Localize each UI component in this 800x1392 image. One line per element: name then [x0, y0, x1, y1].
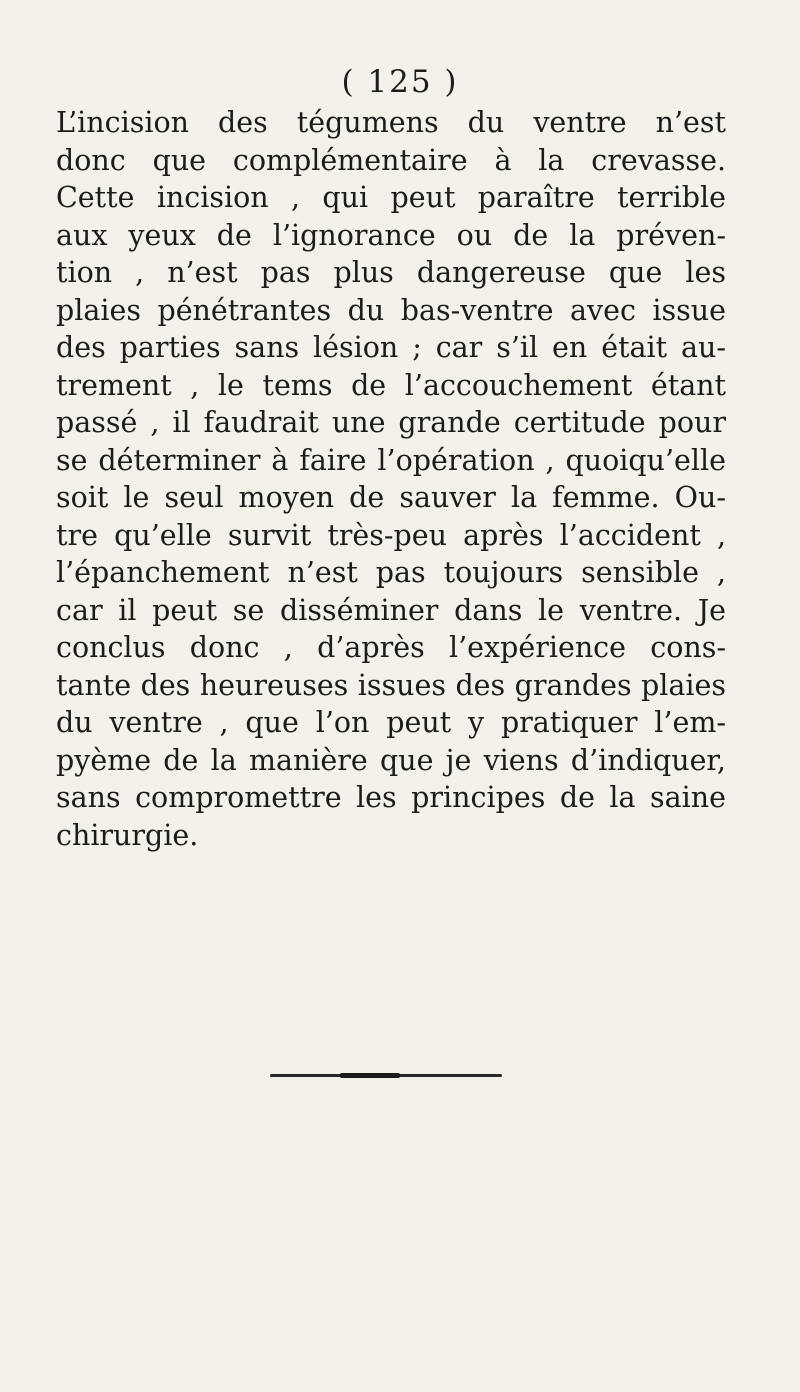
body-text [56, 104, 726, 854]
text-line: passé , il faudrait une grande certitude pour [56, 406, 726, 439]
text-line: L’incision des tégumens du ventre n’est [56, 106, 726, 139]
text-line: tante des heureuses issues des grandes plaies [56, 668, 726, 702]
text-line: donc que complémentaire à la crevasse. [56, 143, 726, 177]
text-line: aux yeux de l’ignorance ou de la préven- [56, 218, 726, 252]
text-line: plaies pénétrantes du bas-ventre avec issue [56, 293, 726, 327]
section-rule [270, 1074, 502, 1077]
text-line: conclus donc , d’après l’expérience cons- [56, 631, 726, 664]
text-line: Cette incision , qui peut paraître terrible [56, 181, 726, 214]
text-line: car il peut se disséminer dans le ventre. Je [56, 593, 726, 627]
text-line: des parties sans lésion ; car s’il en était au- [56, 331, 726, 364]
text-line: se déterminer à faire l’opération , quoiqu’elle [56, 443, 726, 477]
text-line: tion , n’est pas plus dangereuse que les [56, 256, 726, 289]
text-line: trement , le tems de l’accouchement étant [56, 368, 726, 402]
text-line: tre qu’elle survit très-peu après l’accident , [56, 518, 726, 552]
text-line: l’épanchement n’est pas toujours sensible , [56, 556, 726, 589]
text-line: pyème de la manière que je viens d’indiquer, [56, 743, 726, 777]
text-line-last: chirurgie. [56, 818, 199, 852]
text-line: sans compromettre les principes de la saine [56, 781, 726, 814]
text-line: soit le seul moyen de sauver la femme. Ou- [56, 481, 726, 514]
page-number: ( 125 ) [341, 64, 459, 100]
text-line: du ventre , que l’on peut y pratiquer l’em- [56, 706, 726, 739]
